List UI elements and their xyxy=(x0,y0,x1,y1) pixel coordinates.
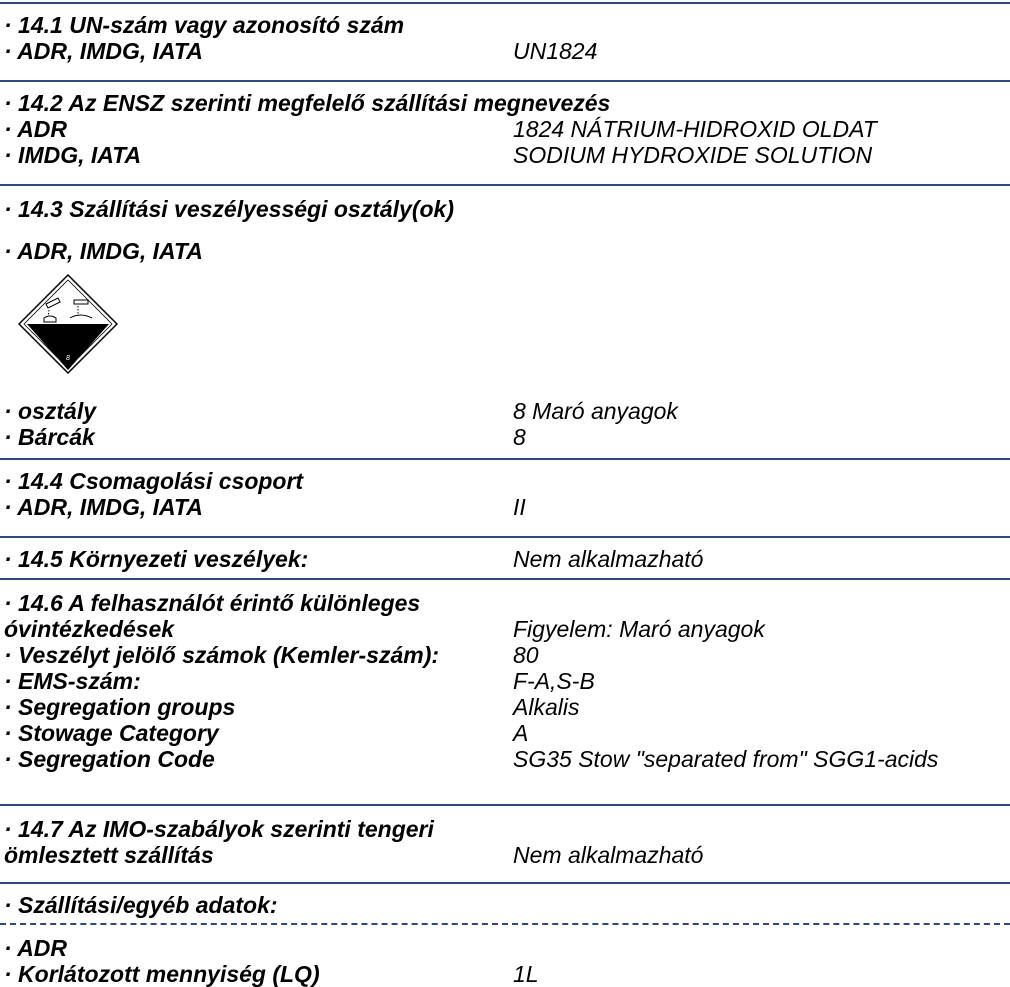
section-heading-row xyxy=(0,90,1010,116)
section-divider xyxy=(0,536,1010,538)
row-value: F-A,S-B xyxy=(513,668,595,694)
section-heading-row xyxy=(0,616,1010,642)
row-label: · 14.5 Környezeti veszélyek: xyxy=(4,546,309,572)
row-value: UN1824 xyxy=(513,38,598,64)
row-value: SODIUM HYDROXIDE SOLUTION xyxy=(513,142,873,168)
section-heading: · Szállítási/egyéb adatok: xyxy=(4,892,278,918)
data-row xyxy=(0,494,1010,520)
section-14-1 xyxy=(0,12,1010,64)
row-label: · ADR xyxy=(4,116,68,142)
row-value: Nem alkalmazható xyxy=(513,842,704,868)
placard-number: 8 xyxy=(66,355,70,362)
row-label: · ADR, IMDG, IATA xyxy=(4,494,203,520)
row-label: · osztály xyxy=(4,398,97,424)
section-14-7 xyxy=(0,816,1010,868)
data-row xyxy=(0,746,1010,772)
section-divider xyxy=(0,458,1010,460)
row-value: II xyxy=(513,494,526,520)
section-divider xyxy=(0,2,1010,4)
section-divider xyxy=(0,804,1010,806)
section-divider xyxy=(0,80,1010,82)
data-row xyxy=(0,642,1010,668)
section-heading: · 14.2 Az ENSZ szerinti megfelelő szállítási megnevezés xyxy=(4,90,611,116)
section-divider-dashed xyxy=(0,923,1010,925)
row-value: A xyxy=(513,720,529,746)
section-transport-adr xyxy=(0,935,1010,987)
section-heading-row xyxy=(0,816,1010,842)
section-divider xyxy=(0,184,1010,186)
row-label: · Korlátozott mennyiség (LQ) xyxy=(4,961,320,987)
row-label: · Segregation Code xyxy=(4,746,215,772)
section-14-2 xyxy=(0,90,1010,168)
section-14-4 xyxy=(0,468,1010,520)
row-label: · Bárcák xyxy=(4,424,95,450)
data-row xyxy=(0,142,1010,168)
row-value: 80 xyxy=(513,642,539,668)
section-heading-continued: ömlesztett szállítás xyxy=(4,842,214,868)
section-heading-row xyxy=(0,842,1010,868)
data-row xyxy=(0,398,1010,424)
data-row xyxy=(0,694,1010,720)
section-heading: · 14.4 Csomagolási csoport xyxy=(4,468,304,494)
sub-heading: · ADR xyxy=(4,935,68,961)
row-value: 8 xyxy=(513,424,526,450)
section-heading: · 14.1 UN-szám vagy azonosító szám xyxy=(4,12,405,38)
data-row xyxy=(0,961,1010,987)
row-value: Nem alkalmazható xyxy=(513,546,704,572)
row-label: · Segregation groups xyxy=(4,694,236,720)
data-row xyxy=(0,38,1010,64)
data-row xyxy=(0,720,1010,746)
row-value: SG35 Stow "separated from" SGG1-acids xyxy=(513,746,939,772)
row-label: · IMDG, IATA xyxy=(4,142,142,168)
section-heading-row xyxy=(0,892,1010,918)
data-row xyxy=(0,546,1010,572)
section-14-3-subheading xyxy=(0,238,1010,264)
sub-heading-row xyxy=(0,935,1010,961)
row-value: Figyelem: Maró anyagok xyxy=(513,616,765,642)
row-value: 1L xyxy=(513,961,539,987)
section-heading-row xyxy=(0,468,1010,494)
data-row xyxy=(0,424,1010,450)
section-heading: · 14.3 Szállítási veszélyességi osztály(ok) xyxy=(4,196,455,222)
section-heading-row xyxy=(0,196,1010,222)
corrosive-class-8-icon xyxy=(18,274,118,374)
row-value: Alkalis xyxy=(513,694,580,720)
row-label: · EMS-szám: xyxy=(4,668,141,694)
section-14-5 xyxy=(0,546,1010,572)
section-heading-row xyxy=(0,590,1010,616)
row-label: · Veszélyt jelölő számok (Kemler-szám): xyxy=(4,642,440,668)
section-divider xyxy=(0,578,1010,580)
data-row xyxy=(0,116,1010,142)
section-heading-continued: óvintézkedések xyxy=(4,616,175,642)
row-value: 1824 NÁTRIUM-HIDROXID OLDAT xyxy=(513,116,877,142)
row-label: · ADR, IMDG, IATA xyxy=(4,38,203,64)
section-transport xyxy=(0,892,1010,918)
section-14-3-data xyxy=(0,398,1010,450)
sub-heading: · ADR, IMDG, IATA xyxy=(4,238,203,264)
section-heading: · 14.7 Az IMO-szabályok szerinti tengeri xyxy=(4,816,434,842)
row-label: · Stowage Category xyxy=(4,720,219,746)
section-heading: · 14.6 A felhasználót érintő különleges xyxy=(4,590,421,616)
sub-heading-row xyxy=(0,238,1010,264)
section-14-6 xyxy=(0,590,1010,772)
row-value: 8 Maró anyagok xyxy=(513,398,678,424)
data-row xyxy=(0,668,1010,694)
section-heading-row xyxy=(0,12,1010,38)
section-14-3 xyxy=(0,196,1010,222)
section-divider xyxy=(0,882,1010,884)
